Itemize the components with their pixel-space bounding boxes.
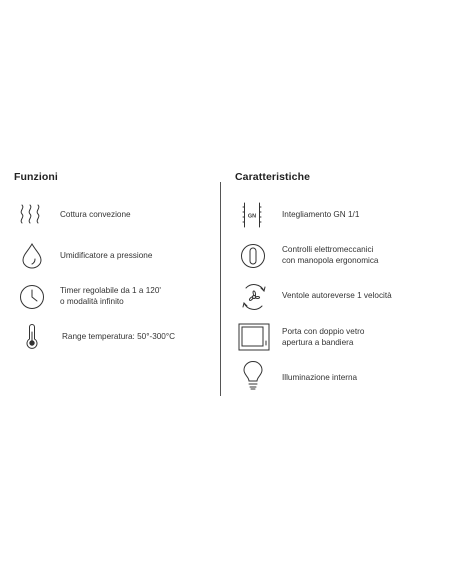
features-heading: Caratteristiche — [235, 171, 311, 183]
feature-label-lighting: Illuminazione interna — [282, 373, 358, 382]
functions-heading: Funzioni — [14, 171, 58, 183]
knob-control-icon — [240, 243, 266, 269]
feature-label-humidifier: Umidificatore a pressione — [60, 251, 153, 260]
feature-label-fans: Ventole autoreverse 1 velocità — [282, 291, 392, 300]
water-drop-icon — [21, 243, 43, 269]
feature-label-convection: Cottura convezione — [60, 210, 131, 219]
glass-door-icon — [238, 323, 270, 351]
feature-label-timer: Timer regolabile da 1 a 120' o modalità infinito — [60, 286, 161, 306]
column-divider — [220, 182, 221, 396]
feature-label-door: Porta con doppio vetro apertura a bandiera — [282, 327, 365, 347]
feature-label-controls: Controlli elettromeccanici con manopola ergonomica — [282, 245, 379, 265]
feature-label-gn: Integliamento GN 1/1 — [282, 210, 360, 219]
feature-label-temperature: Range temperatura: 50°-300°C — [62, 332, 176, 341]
reversing-fan-icon — [239, 282, 269, 312]
gastronorm-tray-icon — [242, 202, 262, 228]
clock-timer-icon — [19, 284, 45, 310]
light-bulb-icon — [243, 361, 263, 391]
thermometer-icon — [25, 324, 39, 350]
gn-icon-text: GN — [247, 213, 257, 220]
convection-waves-icon — [19, 203, 43, 227]
